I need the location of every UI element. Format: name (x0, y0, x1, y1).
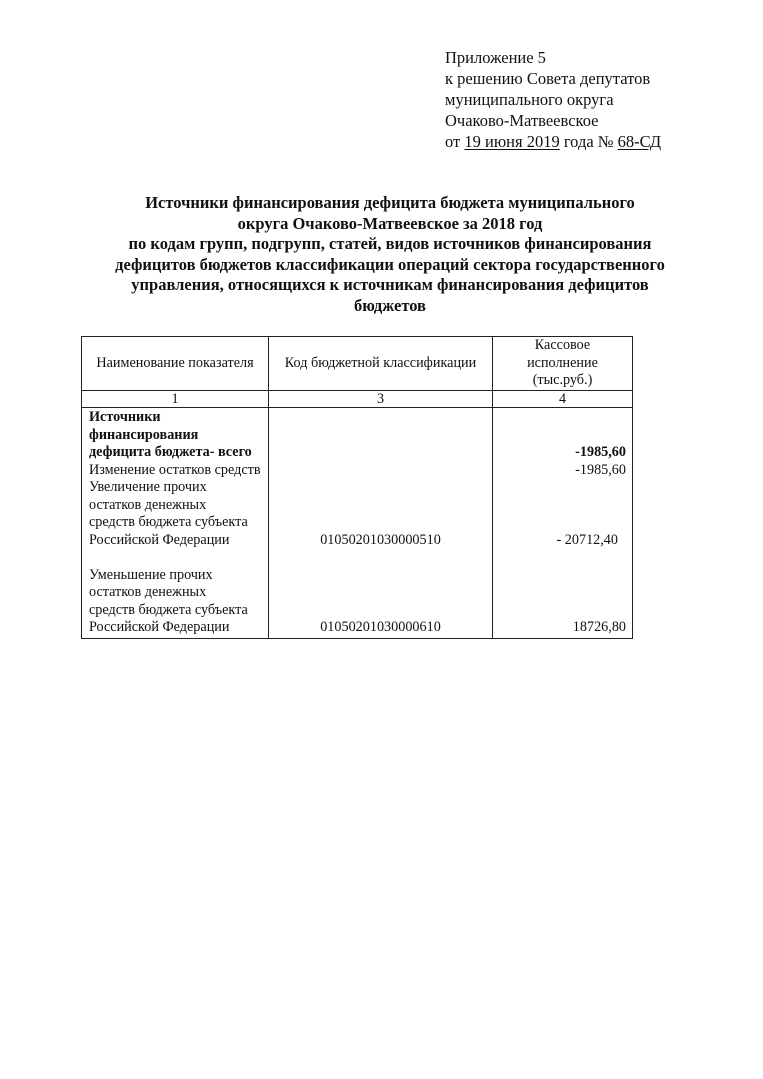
title-line: бюджетов (354, 295, 426, 315)
title-line: управления, относящихся к источникам финансирования дефицитов (131, 275, 649, 294)
decrease-label: Российской Федерации (89, 619, 230, 635)
title-line: округа Очаково-Матвеевское за 2018 год (237, 213, 543, 233)
increase-code: 01050201030000510 (320, 531, 441, 548)
increase-label: средств бюджета субъекта (89, 514, 248, 530)
spacer-line (89, 549, 262, 567)
header-cash-line: исполнение (527, 354, 598, 371)
header-cash-line: (тыс.руб.) (532, 372, 593, 389)
header-cash-execution (493, 337, 633, 391)
column-number: 4 (493, 391, 633, 408)
column-number: 1 (82, 391, 269, 408)
total-label: Источники (89, 409, 161, 425)
total-label: дефицита бюджета- всего (89, 444, 252, 460)
financing-sources-table (81, 336, 633, 639)
change-value: -1985,60 (575, 461, 626, 478)
decrease-label: остатков денежных (89, 584, 207, 600)
increase-label: Российской Федерации (89, 531, 230, 548)
title-line: по кодам групп, подгрупп, статей, видов источников финансирования (128, 234, 652, 253)
decrease-label: Уменьшение прочих (89, 566, 213, 583)
change-label: Изменение остатков средств (89, 461, 261, 478)
title-line: дефицитов бюджетов классификации операций сектора государственного (115, 254, 665, 274)
table-body-row (82, 408, 633, 639)
increase-value: - 20712,40 (556, 531, 618, 548)
appendix-line: к решению Совета депутатов (445, 69, 651, 88)
increase-label: Увеличение прочих (89, 479, 207, 495)
appendix-date: 19 июня 2019 (464, 132, 560, 151)
appendix-block (445, 47, 745, 152)
total-label: финансирования (89, 426, 199, 443)
cash-values-cell (493, 408, 633, 639)
total-value: -1985,60 (575, 444, 626, 460)
appendix-line: Приложение 5 (445, 48, 546, 67)
decrease-value: 18726,80 (572, 619, 626, 635)
column-number: 3 (269, 391, 493, 408)
table-header-row (82, 337, 633, 391)
header-cash-line: Кассовое (534, 337, 591, 354)
increase-label: остатков денежных (89, 496, 207, 513)
appendix-decision-number: 68-СД (617, 132, 662, 151)
appendix-date-middle: года № (559, 132, 618, 151)
document-title (40, 193, 740, 316)
budget-codes-cell (269, 408, 493, 639)
appendix-line: Очаково-Матвеевское (445, 111, 599, 130)
decrease-label: средств бюджета субъекта (89, 601, 248, 618)
indicator-names-cell (82, 408, 269, 639)
title-line: Источники финансирования дефицита бюджета муниципального (145, 193, 635, 212)
decrease-code: 01050201030000610 (320, 619, 441, 635)
appendix-line: муниципального округа (445, 90, 614, 109)
column-number-row (82, 391, 633, 408)
appendix-date-line (445, 131, 745, 152)
header-budget-code: Код бюджетной классификации (269, 337, 493, 391)
appendix-date-prefix: от (445, 132, 465, 151)
header-indicator-name: Наименование показателя (82, 337, 269, 391)
